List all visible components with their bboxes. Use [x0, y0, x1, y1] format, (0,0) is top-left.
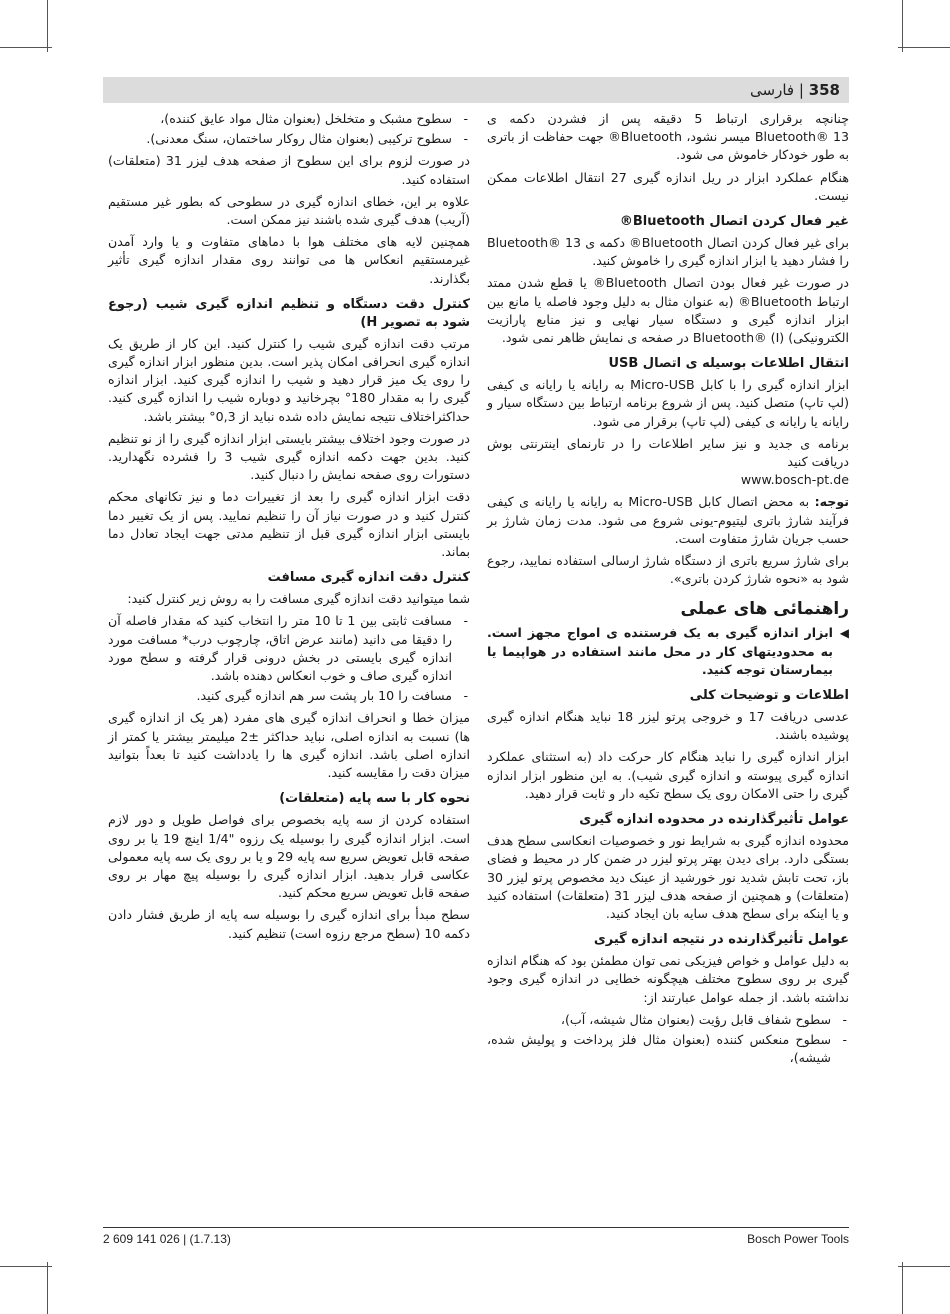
warning-text: ابزار اندازه گیری به یک فرستنده ی امواج مجهز است. به محدودیتهای کار در محل مانند استفاده در هواپیما یا بیمارستان توجه کنید.: [487, 625, 833, 677]
heading-tripod: نحوه کار با سه پایه (متعلقات): [279, 791, 470, 807]
crop-mark-top-right-h: [898, 47, 950, 48]
warning-block: [487, 624, 849, 679]
paragraph: چنانچه برقراری ارتباط 5 دقیقه پس از فشردن دکمه ی Bluetooth® 13 میسر نشود، Bluetooth® جهت حفاظت از باتری به طور خودکار خاموش می شود.: [487, 111, 849, 163]
list-item: - سطوح مشبک و متخلخل (بعنوان مثال مواد عایق کننده)،: [108, 110, 470, 128]
paragraph: در صورت لزوم برای این سطوح از صفحه هدف لیزر 31 (متعلقات) استفاده کنید.: [108, 153, 470, 187]
paragraph: هنگام عملکرد ابزار در ریل اندازه گیری 27 انتقال اطلاعات ممکن نیست.: [487, 169, 849, 203]
paragraph: برای شارژ سریع باتری از دستگاه شارژ ارسالی استفاده نمایید، رجوع شود به «نحوه شارژ کردن باتری».: [487, 553, 849, 587]
distance-steps-list: [108, 612, 470, 705]
paragraph: سطح مبدأ برای اندازه گیری را بوسیله سه پایه از طریق فشار دادن دکمه 10 (سطح مرجع رزوه است) تنظیم کنید.: [108, 907, 470, 941]
heading-result-factors: عوامل تأثیرگذارنده در نتیجه اندازه گیری: [593, 932, 849, 948]
heading-usb-transfer: انتقال اطلاعات بوسیله ی اتصال USB: [608, 356, 849, 372]
paragraph: همچنین لایه های مختلف هوا با دماهای متفاوت و یا وارد آمدن غیرمستقیم انعکاس ها می توانند روی مقدار اندازه گیری تأثیر بگذارند.: [108, 234, 470, 286]
crop-mark-bottom-right-h: [898, 1266, 950, 1267]
footer-divider: [103, 1227, 849, 1228]
heading-general-info: اطلاعات و توضیحات کلی: [689, 688, 849, 704]
page-header: [103, 77, 849, 103]
paragraph: ابزار اندازه گیری را نباید هنگام کار حرکت داد (به استثنای عملکرد اندازه گیری پیوسته و اندازه گیری شیب). به این منظور ابزار اندازه گیری را حتی الامکان روی یک سطح تکیه دار و ثابت قرار دهید.: [487, 749, 849, 801]
crop-mark-bottom-left-h: [0, 1266, 52, 1267]
paragraph: مرتب دقت اندازه گیری شیب را کنترل کنید. این کار از طریق یک اندازه گیری انحرافی امکان پذیر است. بدین منظور ابزار اندازه گیری را روی یک میز قرار دهید و شیب را اندازه گیری کنید. ابزار اندازه گیری را به مقدار 180° بچرخانید و دوباره شیب را اندازه گیری کنید. حداکثراختلاف نتیجه نمایش داده شده نباید از 0,3° بیشتر باشد.: [108, 335, 470, 424]
heading-bluetooth-off: غیر فعال کردن اتصال Bluetooth®: [619, 214, 849, 230]
paragraph: ابزار اندازه گیری را با کابل Micro-USB به رایانه یا رایانه ی کیفی (لپ تاپ) متصل کنید. پس از شروع برنامه ارتباط بین دستگاه سیار و رایانه یا رایانه ی کیفی (لپ تاپ) برقرار می شود.: [487, 377, 849, 429]
header-text: 358 | فارسی: [750, 81, 840, 99]
crop-mark-bottom-left-v: [47, 1262, 48, 1314]
paragraph: در صورت وجود اختلاف بیشتر بایستی ابزار اندازه گیری را از نو تنظیم کنید. بدین جهت دکمه اندازه گیری شیب 3 را فشرده نگهدارید. دستورات روی صفحه نمایش را دنبال کنید.: [108, 430, 470, 483]
footer-document-code: 2 609 141 026 | (1.7.13): [103, 1232, 231, 1246]
crop-mark-bottom-right-v: [902, 1262, 903, 1314]
list-item: - مسافت ثابتی بین 1 تا 10 متر را انتخاب کنید که مقدار فاصله آن را دقیقا می دانید (مانند عرض اتاق، چارچوب درب* مسافت مورد اندازه گیری بایستی در بخش درونی قرار گرفته و سطح مورد اندازه گیری صاف و خوب انعکاس دهنده باشد.: [108, 612, 470, 685]
surface-list-continued: [108, 110, 470, 148]
paragraph: عدسی دریافت 17 و خروجی پرتو لیزر 18 نباید هنگام اندازه گیری پوشیده باشند.: [487, 709, 849, 743]
bosch-url[interactable]: www.bosch-pt.de: [740, 472, 849, 488]
list-item: - مسافت را 10 بار پشت سر هم اندازه گیری کنید.: [108, 687, 470, 705]
crop-mark-top-left-v: [47, 0, 48, 52]
note-label: توجه:: [814, 494, 849, 510]
crop-mark-top-left-h: [0, 47, 52, 48]
heading-practical-tips: راهنمائی های عملی: [680, 599, 849, 620]
note-text: به محض اتصال کابل Micro-USB به رایانه یا رایانه ی کیفی فرآیند شارژ باتری لیتیوم-یونی شروع می شود. مدت زمان شارژ بر حسب جریان شارژ متفاوت است.: [487, 494, 849, 546]
paragraph: در صورت غیر فعال بودن اتصال Bluetooth® یا قطع شدن ممتد ارتباط Bluetooth® (به عنوان مثال به دلیل وجود فاصله یا مانع بین ابزار اندازه گیری و دستگاه سیار نهایی و نیز منابع پارازیت الکترونیکی) Bluetooth® (I) در صفحه ی نمایش ظاهر نمی شود.: [487, 275, 849, 346]
paragraph: دقت ابزار اندازه گیری را بعد از تغییرات دما و نیز تکانهای محکم کنترل کنید و در صورت نیاز آن را تنظیم نمایید. پس از یک تغییر دما بایستی ابزار اندازه گیری قبل از تنظیم مدتی جهت ایجاد تعادل دما بماند.: [108, 489, 470, 560]
paragraph: برای غیر فعال کردن اتصال Bluetooth® دکمه ی Bluetooth® 13 را فشار دهید یا ابزار اندازه گیری را خاموش کنید.: [487, 235, 849, 269]
list-item: - سطوح شفاف قابل رؤیت (بعنوان مثال شیشه، آب)،: [487, 1011, 849, 1029]
heading-range-factors: عوامل تأثیرگذارنده در محدوده اندازه گیری: [579, 812, 849, 828]
paragraph: محدوده اندازه گیری به شرایط نور و خصوصیات انعکاسی سطح هدف بستگی دارد. برای دیدن بهتر پرتو لیزر در ضمن کار در محیط و فضای باز، تحت تابش شدید نور خورشید از عینک دید مخصوص پرتو لیزر 30 (متعلقات) و همچنین از صفحه هدف لیزر 31 (متعلقات) استفاده کنید و یا اینکه برای سطح هدف سایه بان ایجاد کنید.: [487, 833, 849, 921]
heading-accuracy-check: کنترل دقت دستگاه و تنظیم اندازه گیری شیب (رجوع شود به تصویر H): [108, 296, 470, 330]
list-item: - سطوح ترکیبی (بعنوان مثال روکار ساختمان، سنگ معدنی).: [108, 130, 470, 148]
paragraph: به دلیل عوامل و خواص فیزیکی نمی توان مطمئن بود که هنگام اندازه گیری بر روی سطوح مختلف هیچگونه خطایی در اندازه گیری وجود نداشته باشد. از جمله عوامل عبارتند از:: [487, 953, 849, 1005]
list-item: - سطوح منعکس کننده (بعنوان مثال فلز پرداخت و پولیش شده، شیشه)،: [487, 1031, 849, 1067]
page-number: 358: [808, 81, 840, 99]
note-paragraph: [487, 493, 849, 548]
warning-triangle-icon: ◀: [839, 626, 849, 641]
paragraph: شما میتوانید دقت اندازه گیری مسافت را به روش زیر کنترل کنید:: [127, 591, 470, 607]
paragraph: برنامه ی جدید و نیز سایر اطلاعات را در تارنمای اینترنتی بوش دریافت کنید: [487, 435, 849, 470]
paragraph: علاوه بر این، خطای اندازه گیری در سطوحی که بطور غیر مستقیم (آریب) هدف گیری شده باشند نیز ممکن است.: [108, 193, 470, 228]
footer-brand: Bosch Power Tools: [747, 1232, 849, 1246]
language-label: فارسی: [750, 81, 795, 99]
crop-mark-top-right-v: [902, 0, 903, 52]
paragraph: میزان خطا و انحراف اندازه گیری های مفرد (هر یک از اندازه گیری ها) نسبت به اندازه اصلی، نباید حداکثر ±2 میلیمتر بیشتر یا کمتر از اندازه اصلی باشد. اندازه گیری ها را یادداشت کنید تا بعداً بتوانید میزان دقت را مقایسه کنید.: [108, 710, 470, 781]
left-column: [108, 110, 470, 947]
right-column: [487, 110, 849, 1071]
heading-distance-accuracy: کنترل دقت اندازه گیری مسافت: [267, 570, 470, 586]
paragraph: استفاده کردن از سه پایه بخصوص برای فواصل طویل و دور لازم است. ابزار اندازه گیری را بوسیله یک رزوه "1/4 اینچ 19 یا بر روی صفحه قابل تعویض سریع سه پایه 29 و یا بر روی یک سه پایه معمولی عکاسی قرار بدهید. ابزار اندازه گیری را بوسیله پیچ مهار بر روی صفحه قابل تعویض سریع محکم کنید.: [108, 812, 471, 901]
surface-list: [487, 1011, 849, 1068]
